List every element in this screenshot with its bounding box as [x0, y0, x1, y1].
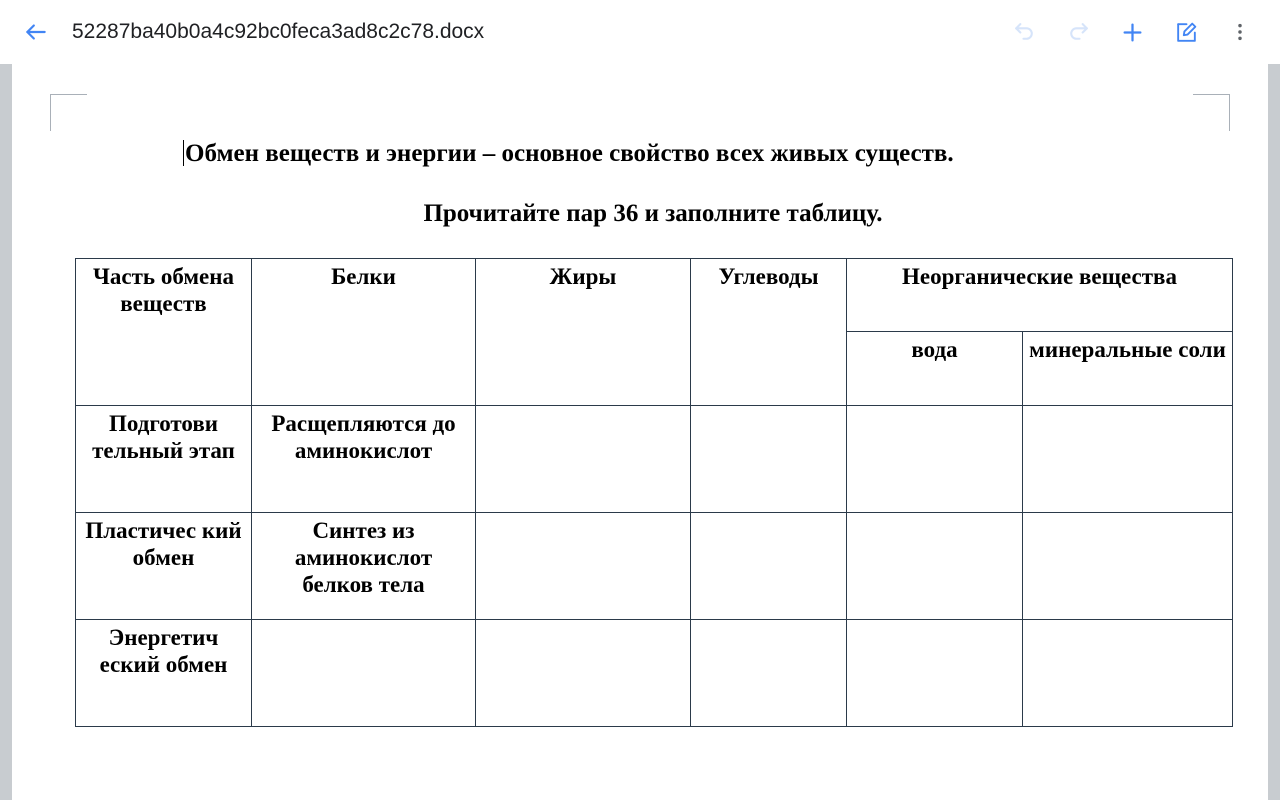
more-vertical-icon	[1229, 21, 1251, 43]
cell-carbs[interactable]	[691, 512, 847, 619]
edit-button[interactable]	[1164, 10, 1208, 54]
cell-stage[interactable]: Подготови тельный этап	[76, 405, 252, 512]
arrow-left-icon	[23, 19, 49, 45]
paragraph-heading-text: Обмен веществ и энергии – основное свойство всех живых существ.	[185, 140, 954, 167]
cell-fats[interactable]	[476, 512, 691, 619]
cell-carbs[interactable]	[691, 619, 847, 726]
document-page[interactable]	[12, 64, 1268, 800]
cell-carbs[interactable]	[691, 405, 847, 512]
text-cursor	[183, 140, 184, 166]
table-header-minerals: минеральные соли	[1023, 332, 1233, 406]
table-row	[76, 405, 1233, 512]
paragraph-instruction: Прочитайте пар 36 и заполните таблицу.	[423, 200, 883, 228]
cell-minerals[interactable]	[1023, 619, 1233, 726]
cell-fats[interactable]	[476, 405, 691, 512]
cell-stage[interactable]: Энергетич еский обмен	[76, 619, 252, 726]
more-button[interactable]	[1218, 10, 1262, 54]
cell-water[interactable]	[847, 512, 1023, 619]
cell-stage[interactable]: Пластичес кий обмен	[76, 512, 252, 619]
table-row	[76, 512, 1233, 619]
cell-fats[interactable]	[476, 619, 691, 726]
edit-pencil-icon	[1174, 20, 1199, 45]
table-header-inorganic: Неорганические вещества	[847, 258, 1233, 332]
margin-corner-top-left	[50, 94, 87, 131]
cell-proteins[interactable]	[252, 619, 476, 726]
redo-icon	[1066, 20, 1091, 45]
document-title: 52287ba40b0a4c92bc0feca3ad8c2c78.docx	[72, 20, 485, 43]
metabolism-table	[75, 258, 1233, 727]
app-toolbar	[0, 0, 1280, 64]
cell-water[interactable]	[847, 619, 1023, 726]
table-header-part: Часть обмена веществ	[76, 258, 252, 405]
undo-button[interactable]	[1002, 10, 1046, 54]
document-viewport[interactable]	[0, 64, 1280, 800]
table-header-carbs: Углеводы	[691, 258, 847, 405]
table-header-water: вода	[847, 332, 1023, 406]
margin-corner-top-right	[1193, 94, 1230, 131]
table-header-fats: Жиры	[476, 258, 691, 405]
toolbar-actions	[1002, 10, 1262, 54]
page-content	[75, 138, 1231, 727]
back-button[interactable]	[16, 12, 56, 52]
cell-proteins[interactable]: Синтез из аминокислот белков тела	[252, 512, 476, 619]
redo-button[interactable]	[1056, 10, 1100, 54]
cell-proteins[interactable]: Расщепляются до аминокислот	[252, 405, 476, 512]
paragraph-heading	[75, 138, 1231, 169]
plus-icon	[1119, 19, 1146, 46]
table-header-proteins: Белки	[252, 258, 476, 405]
undo-icon	[1012, 20, 1037, 45]
cell-minerals[interactable]	[1023, 405, 1233, 512]
table-row	[76, 619, 1233, 726]
cell-minerals[interactable]	[1023, 512, 1233, 619]
table-header-row	[76, 258, 1233, 332]
add-button[interactable]	[1110, 10, 1154, 54]
cell-water[interactable]	[847, 405, 1023, 512]
